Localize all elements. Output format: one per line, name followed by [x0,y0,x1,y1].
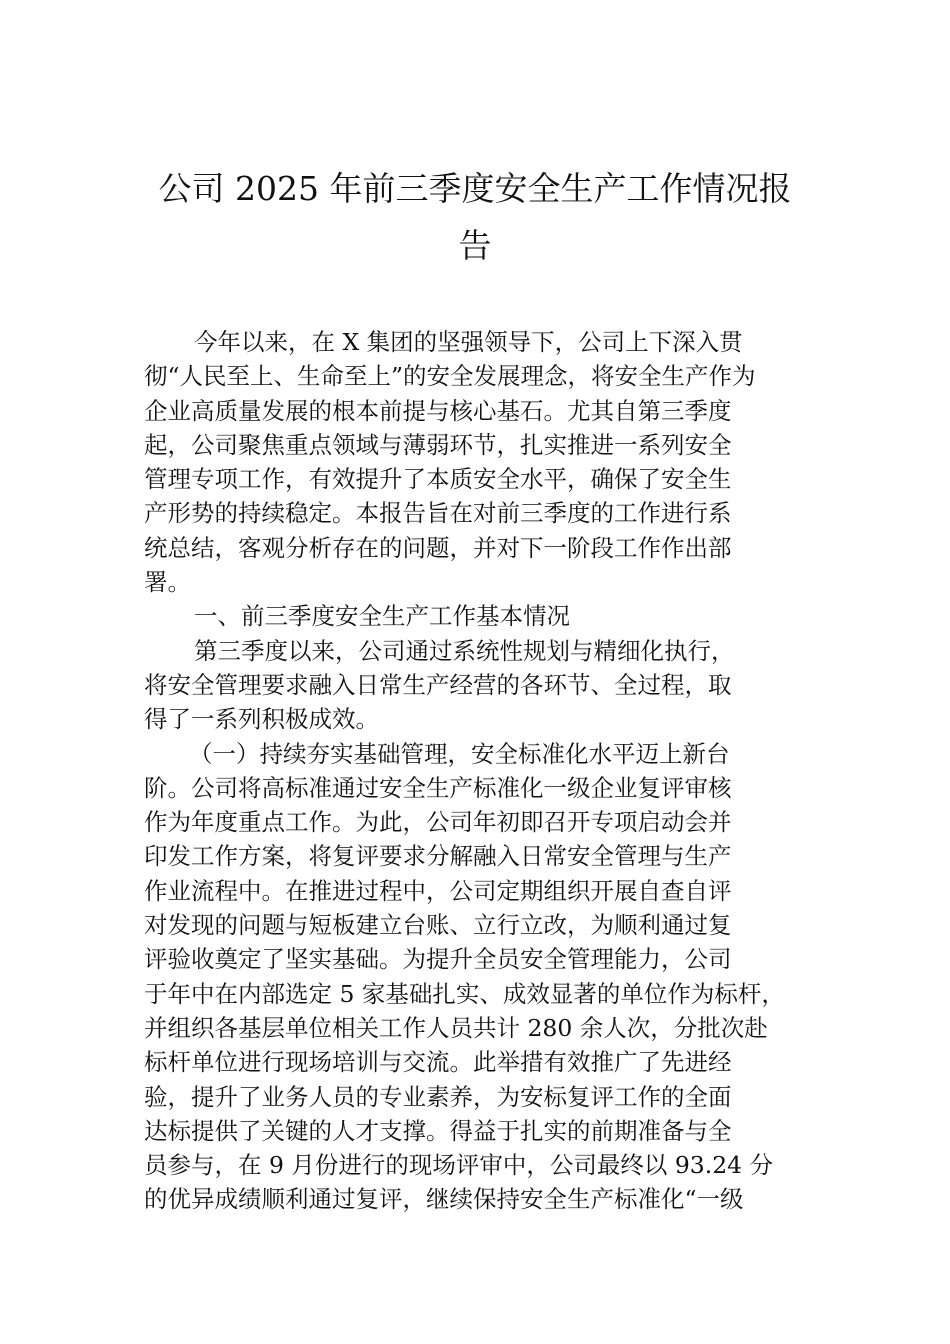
document-body [144,325,809,1217]
text-line: 印发工作方案，将复评要求分解融入日常安全管理与生产 [144,842,732,871]
title-line: 公司 2025 年前三季度安全生产工作情况报 [158,169,792,208]
text-line: 今年以来，在 X 集团的坚强领导下，公司上下深入贯 [194,328,743,356]
text-line: 署。 [144,568,191,597]
text-line: 验，提升了业务人员的专业素养，为安标复评工作的全面 [144,1082,732,1111]
text-line: 的优异成绩顺利通过复评，继续保持安全生产标准化“一级 [144,1185,744,1214]
text-line: 标杆单位进行现场培训与交流。此举措有效推广了先进经 [144,1048,732,1077]
text-line: 产形势的持续稳定。本报告旨在对前三季度的工作进行系 [144,499,732,528]
text-line: 统总结，客观分析存在的问题，并对下一阶段工作作出部 [144,533,732,562]
text-line: 企业高质量发展的根本前提与核心基石。尤其自第三季度 [144,396,732,425]
text-line: 彻“人民至上、生命至上”的安全发展理念，将安全生产作为 [144,362,756,391]
text-line: 于年中在内部选定 5 家基础扎实、成效显著的单位作为标杆， [144,979,785,1008]
text-line: 管理专项工作，有效提升了本质安全水平，确保了安全生 [144,465,732,494]
text-line: 将安全管理要求融入日常生产经营的各环节、全过程，取 [144,670,732,699]
section-paragraph [144,634,809,737]
text-line: 作为年度重点工作。为此，公司年初即召开专项启动会并 [144,808,732,837]
subsection-paragraph [144,737,809,1217]
text-line: 阶。公司将高标准通过安全生产标准化一级企业复评审核 [144,773,732,802]
text-line: 起，公司聚焦重点领域与薄弱环节，扎实推进一系列安全 [144,430,732,459]
text-line: 得了一系列积极成效。 [144,705,379,734]
document-title [140,160,810,274]
text-line: （一）持续夯实基础管理，安全标准化水平迈上新台 [189,739,730,768]
text-line: 对发现的问题与短板建立台账、立行立改，为顺利通过复 [144,911,732,940]
text-line: 作业流程中。在推进过程中，公司定期组织开展自查自评 [144,876,732,905]
text-line: 并组织各基层单位相关工作人员共计 280 余人次，分批次赴 [144,1013,768,1042]
heading-line: 一、前三季度安全生产工作基本情况 [194,602,570,631]
text-line: 员参与，在 9 月份进行的现场评审中，公司最终以 93.24 分 [144,1151,774,1180]
title-line: 告 [458,226,492,265]
text-line: 评验收奠定了坚实基础。为提升全员安全管理能力，公司 [144,945,732,974]
text-line: 达标提供了关键的人才支撑。得益于扎实的前期准备与全 [144,1116,732,1145]
text-line: 第三季度以来，公司通过系统性规划与精细化执行， [194,636,735,665]
intro-paragraph [144,325,809,599]
section-heading [144,599,809,633]
